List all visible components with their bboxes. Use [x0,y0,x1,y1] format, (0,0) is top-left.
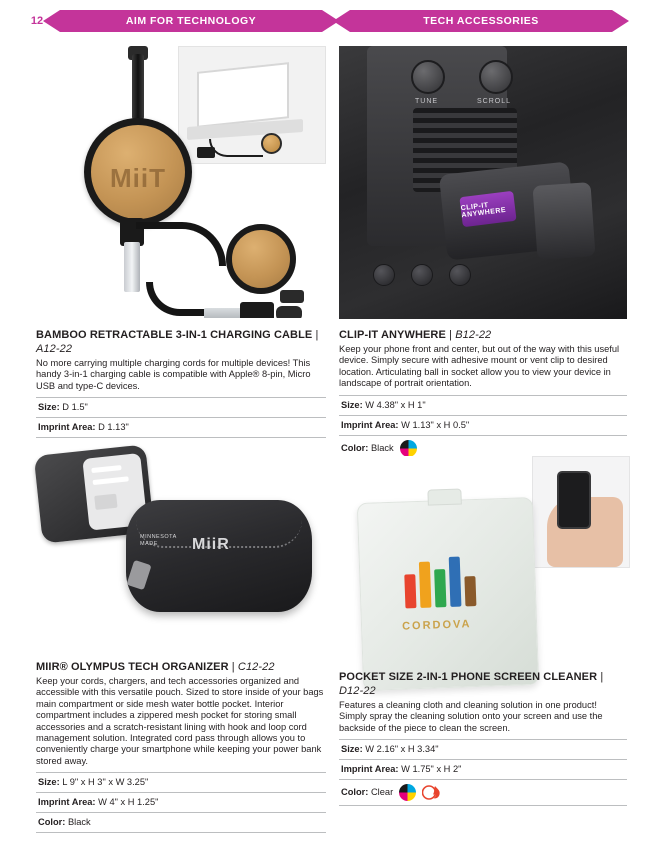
page-header [20,10,643,32]
cable-curve-upper [136,222,226,266]
color-value: Clear [370,787,394,798]
inset-cable-shape [209,139,263,157]
pouch-brand-line2: MADE [140,541,158,547]
laptop-inset-photo [178,46,326,164]
product-title-text: MIIR® OLYMPUS TECH ORGANIZER [36,661,229,673]
product-block-bamboo-cable [36,328,326,458]
product-image-miir-organizer [30,440,330,660]
dashboard-button-row [373,260,523,290]
product-color-row-cleaner [339,779,627,806]
product-title-cleaner [339,670,627,698]
size-label: Size: [341,744,363,755]
pouch-closed-shape [126,500,312,612]
cleaner-card-shape [357,497,539,691]
imprint-value: W 1.75" x H 2" [401,764,462,775]
product-imprint-row-cleaner [339,759,627,779]
product-description-bamboo: No more carrying multiple charging cords for multiple devices! This handy 3-in-1 charging cable is compatible with Apple® 8-pin, Micro USB and type-C devices. [36,358,311,391]
product-size-row-cleaner [339,739,627,759]
pouch-cable-item [93,476,129,485]
size-label: Size: [38,777,60,788]
page-number: 12 [30,15,44,27]
product-sku: A12-22 [36,343,73,355]
logo-bar-green [434,569,446,607]
lightning-tip-shape [280,290,304,303]
color-label: Color: [341,787,369,798]
product-title-separator: | [231,661,235,673]
mount-clamp-shape [532,182,595,260]
product-block-clip-it-anywhere [339,328,627,462]
product-imprint-row-miir [36,792,326,812]
product-title-bamboo [36,328,326,356]
product-title-separator: | [600,671,604,683]
header-band-right: TECH ACCESSORIES [350,10,612,32]
imprint-label: Imprint Area: [341,419,399,430]
product-title-miir [36,660,326,674]
pouch-adapter-item [94,494,117,510]
product-sku: B12-22 [455,329,492,341]
product-block-miir-organizer [36,660,326,833]
tune-knob-shape [411,60,445,94]
disc-logo-text: MiiT [110,163,166,193]
size-value: D 1.5" [62,402,88,413]
cleaner-brand-text: CORDOVA [401,618,472,633]
product-image-screen-cleaner [336,456,636,706]
color-label: Color: [38,817,66,828]
product-title-text: CLIP-IT ANYWHERE [339,329,446,341]
product-description-clipit: Keep your phone front and center, but out of the way with this useful device. Simply secure with adhesive mount or vent clip to desired location. Articulating ball in socket allow you to view your device in landscape of portrait orientation. [339,344,620,389]
product-imprint-row-bamboo [36,417,326,437]
phone-shape [557,471,591,529]
product-size-row-clipit [339,395,627,415]
inset-bamboo-disc [261,133,282,154]
imprint-value: D 1.13" [98,422,129,433]
product-block-screen-cleaner [339,670,627,806]
product-title-separator: | [449,329,453,341]
product-image-bamboo-cable [36,46,326,318]
product-size-row-miir [36,772,326,792]
pouch-brand-line1: MINNESOTA [140,534,177,540]
product-sku: D12-22 [339,685,376,697]
logo-bar-brown [464,576,476,606]
size-value: W 2.16" x H 3.34" [365,744,439,755]
product-image-clip-it-anywhere [339,46,627,319]
imprint-label: Imprint Area: [38,422,96,433]
product-color-row-miir [36,812,326,833]
scroll-knob-shape [479,60,513,94]
product-title-separator: | [315,329,319,341]
product-description-cleaner: Features a cleaning cloth and cleaning solution in one product! Simply spray the cleaning solution onto your screen and use the backside of the piece to clean the screen. [339,700,603,733]
color-value: Black [370,442,394,453]
bamboo-disc-large [84,118,192,226]
dash-button-2 [411,264,433,286]
imprint-label: Imprint Area: [38,797,96,808]
cmyk-wheel-icon [400,440,417,457]
pouch-zipper-pull [126,560,151,590]
product-title-clipit [339,328,627,342]
product-sku: C12-22 [237,661,275,673]
dash-button-1 [373,264,395,286]
size-value: W 4.38" x H 1" [365,399,426,410]
product-description-miir: Keep your cords, chargers, and tech accessories organized and accessible with this versatile pouch. Sized to store inside of your bags main compartment or side mesh water bottle pocket. Interior compartment includes a zippered mesh pocket for storing small accessories and a scratch-resistant lining with hook and loop cord management solution. Integrated cord pass through allows you to conveniently charge your smartphone while keeping your power bank stored away. [36,676,324,766]
pouch-logo-text: MiiR [192,536,230,553]
logo-bar-blue [449,557,462,607]
scroll-knob-label: SCROLL [477,98,512,105]
header-band-left: AIM FOR TECHNOLOGY [60,10,322,32]
product-title-text: POCKET SIZE 2-IN-1 PHONE SCREEN CLEANER [339,671,598,683]
cmyk-wheel-icon [399,784,416,801]
bamboo-disc-small [226,224,296,294]
color-label: Color: [341,442,369,453]
hand-inset-photo [532,456,630,568]
usb-a-body-shape [240,302,274,318]
size-label: Size: [341,399,363,410]
size-label: Size: [38,402,60,413]
cable-stem-shape [132,54,144,120]
imprint-label: Imprint Area: [341,764,399,775]
pouch-secondary-imprint [140,534,177,548]
imprint-value: W 4" x H 1.25" [98,797,159,808]
dash-button-3 [449,264,471,286]
logo-bar-red [404,574,416,608]
imprint-value: W 1.13" x H 0.5" [401,419,470,430]
cleaner-nozzle-shape [427,488,462,505]
product-size-row-bamboo [36,397,326,417]
clip-it-badge: CLIP-IT ANYWHERE [459,191,516,227]
cleaner-logo-bars [404,556,477,608]
color-value: Black [67,817,91,828]
tune-knob-label: TUNE [415,98,439,105]
pouch-cable-item [91,465,121,473]
size-value: L 9" x H 3" x W 3.25" [62,777,149,788]
flame-icon [422,784,441,801]
logo-bar-orange [419,562,432,608]
pouch-brand-imprint [192,536,230,553]
inset-plug-shape [197,147,215,158]
usb-c-tip-shape [276,306,302,318]
product-title-text: BAMBOO RETRACTABLE 3-IN-1 CHARGING CABLE [36,329,313,341]
laptop-screen-shape [197,62,289,128]
product-imprint-row-clipit [339,415,627,435]
